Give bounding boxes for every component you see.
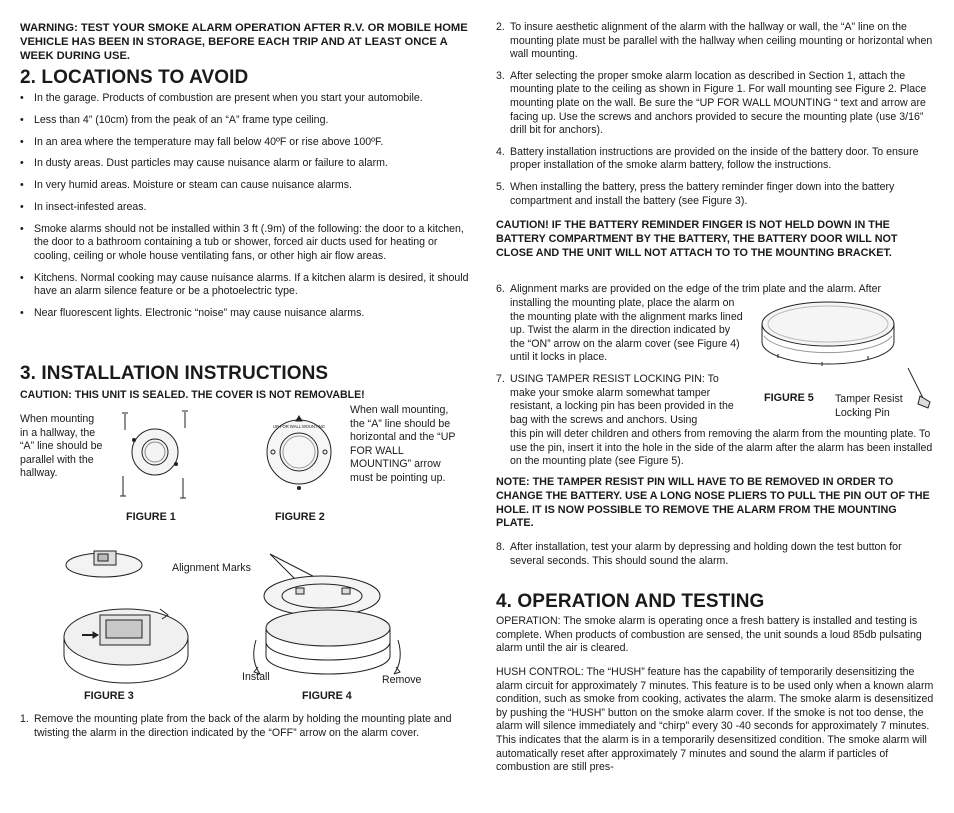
list-item: • Smoke alarms should not be installed within 3 ft (.9m) of the following: the door to a kitchen, the door to a bathroom containing a tub or shower, forced air ducts used for heating or cooling, ceiling or whole house ventilating fans, or other high air flow areas. xyxy=(20,223,470,264)
locations-heading: 2. LOCATIONS TO AVOID xyxy=(20,67,249,88)
step-number: 5. xyxy=(496,180,505,193)
step7-line xyxy=(496,373,746,427)
list-item: • In insect-infested areas. xyxy=(20,201,470,215)
figure3-illustration xyxy=(42,545,192,683)
figure2-label: FIGURE 2 xyxy=(275,511,325,523)
storage-warning: WARNING: TEST YOUR SMOKE ALARM OPERATION AFTER R.V. OR MOBILE HOME VEHICLE HAS BEEN IN STORAGE, BEFORE EACH TRIP AND AT LEAST ONCE A WEEK DURING USE. xyxy=(20,22,468,62)
figure3-label: FIGURE 3 xyxy=(84,690,134,702)
step-number: 2. xyxy=(496,21,505,33)
step6-line xyxy=(496,283,936,297)
step-text: After selecting the proper smoke alarm location as described in Section 1, attach the mounting plate to the ceiling as shown in Figure 1. For wall mounting see Figure 2. Place mounting plate on the wall. Be sure the “UP FOR WALL MOUNTING “ text and arrow are facing up. Use the screws and anchors provided to secure the mounting plate (use 3/16” drill bit for anchors). xyxy=(510,69,927,137)
figure4-label: FIGURE 4 xyxy=(302,690,352,702)
step-text: To insure aesthetic alignment of the alarm with the hallway or wall, the “A” line on the mounting plate must be parallel with the hallway when ceiling mounting or horizontal when wall mounting. xyxy=(510,21,933,61)
remove-label: Remove xyxy=(382,674,422,686)
installation-heading: 3. INSTALLATION INSTRUCTIONS xyxy=(20,363,329,384)
figure2-illustration xyxy=(264,412,334,494)
list-item xyxy=(496,70,936,138)
step-text: When installing the battery, press the battery reminder finger down into the battery compartment and install the battery (see Figure 3). xyxy=(510,180,895,207)
step-text: Alignment marks are provided on the edge of the trim plate and the alarm. After xyxy=(510,283,881,295)
step-text: After installation, test your alarm by depressing and holding down the test button for several seconds. This should sound the alarm. xyxy=(510,541,902,567)
figure2-plate-text: UP FOR WALL MOUNTING xyxy=(273,424,325,429)
figure4-illustration xyxy=(240,548,400,686)
list-item: • In very humid areas. Moisture or steam can cause nuisance alarms. xyxy=(20,179,470,193)
hush-paragraph: HUSH CONTROL: The “HUSH” feature has the capability of temporarily desensitizing the alarm circuit for approximately 7 minutes. This feature is to be used only when a known alarm condition, such as smoke from cooking, activates the alarm. The smoke alarm is desensitized by pushing the “HUSH” button on the smoke alarm cover. If the smoke is not too dense, the alarm will silence immediately and “chirp” every 30 -40 seconds for approximately 7 minutes. This indicates that the alarm is in a temporarily desensitized condition. The smoke alarm will automatically reset after approximately 7 minutes and sound the alarm if particles of combustion are still pres- xyxy=(496,666,934,774)
figure1-illustration xyxy=(120,410,190,502)
step-text: Battery installation instructions are provided on the inside of the battery door. To ensure proper installation of the smoke alarm battery, follow the instructions. xyxy=(510,145,919,172)
step-text: USING TAMPER RESIST LOCKING PIN: To make your smoke alarm somewhat tamper resistant, a locking pin has been provided in the bag with the screws and anchors. Using xyxy=(510,373,734,426)
step-number: 1. xyxy=(20,713,29,725)
list-item: • Kitchens. Normal cooking may cause nuisance alarms. If a kitchen alarm is desired, it should have an alarm silence feature or be a photoelectric type. xyxy=(20,272,470,299)
locations-list xyxy=(20,92,470,329)
list-item xyxy=(20,713,470,740)
installation-steps-left xyxy=(20,713,470,740)
hallway-note: When mounting in a hallway, the “A” line should be parallel with the hallway. xyxy=(20,413,103,480)
installation-steps-right xyxy=(496,21,936,208)
battery-caution: CAUTION! IF THE BATTERY REMINDER FINGER IS NOT HELD DOWN IN THE BATTERY COMPARTMENT BY THE BATTERY, THE BATTERY DOOR WILL NOT CLOSE AND THE UNIT WILL NOT ATTACH TO TO THE MOUNTING BRACKET. xyxy=(496,219,898,259)
step-number: 7. xyxy=(496,373,505,385)
sealed-caution: CAUTION: THIS UNIT IS SEALED. THE COVER IS NOT REMOVABLE! xyxy=(20,389,365,401)
figure5-caption: Tamper Resist Locking Pin xyxy=(835,393,903,419)
list-item: • Near fluorescent lights. Electronic “noise” may cause nuisance alarms. xyxy=(20,307,470,321)
wall-note: When wall mounting, the “A” line should be horizontal and the “UP FOR WALL MOUNTING” arrow must be pointing up. xyxy=(350,404,456,484)
alignment-marks-label: Alignment Marks xyxy=(172,562,251,574)
step-text: Remove the mounting plate from the back of the alarm by holding the mounting plate and twisting the alarm in the direction indicated by the “OFF” arrow on the alarm cover. xyxy=(34,713,452,739)
install-label: Install xyxy=(242,671,270,683)
list-item xyxy=(496,21,936,62)
list-item: • In dusty areas. Dust particles may cause nuisance alarm or failure to alarm. xyxy=(20,157,470,171)
list-item: • In an area where the temperature may fall below 40ºF or rise above 100ºF. xyxy=(20,136,470,150)
operation-heading: 4. OPERATION AND TESTING xyxy=(496,591,765,612)
step-number: 8. xyxy=(496,541,505,553)
figure5-label: FIGURE 5 xyxy=(764,392,814,404)
step-number: 3. xyxy=(496,69,505,82)
list-item: • Less than 4” (10cm) from the peak of an “A” frame type ceiling. xyxy=(20,114,470,128)
list-item: • In the garage. Products of combustion are present when you start your automobile. xyxy=(20,92,470,106)
step8 xyxy=(496,541,936,568)
list-item xyxy=(496,181,936,208)
step-number: 6. xyxy=(496,283,505,295)
step-number: 4. xyxy=(496,145,505,158)
list-item xyxy=(496,146,936,173)
step6-continued: installing the mounting plate, place the alarm on the mounting plate with the alignment marks lined up. Twist the alarm in the direction indicated by the “ON” arrow on the alarm cover (see Figure 4) until it locks in place. xyxy=(510,297,743,364)
operation-paragraph: OPERATION: The smoke alarm is operating once a fresh battery is installed and testing is complete. When products of combustion are sensed, the unit sounds a loud 85db pulsating alarm until the air is cleared. xyxy=(496,615,922,655)
figure1-label: FIGURE 1 xyxy=(126,511,176,523)
pin-note: NOTE: THE TAMPER RESIST PIN WILL HAVE TO BE REMOVED IN ORDER TO CHANGE THE BATTERY. USE A LONG NOSE PLIERS TO PULL THE PIN OUT OF THE HOLE. IT IS NOW POSSIBLE TO REMOVE THE ALARM FROM THE MOUNTING PLATE. xyxy=(496,476,930,530)
step7-continued: this pin will deter children and others from removing the alarm from the mounting plate. To use the pin, insert it into the hole in the side of the alarm after the alarm has been installed on the mounting plate (see Figure 5). xyxy=(510,428,933,468)
